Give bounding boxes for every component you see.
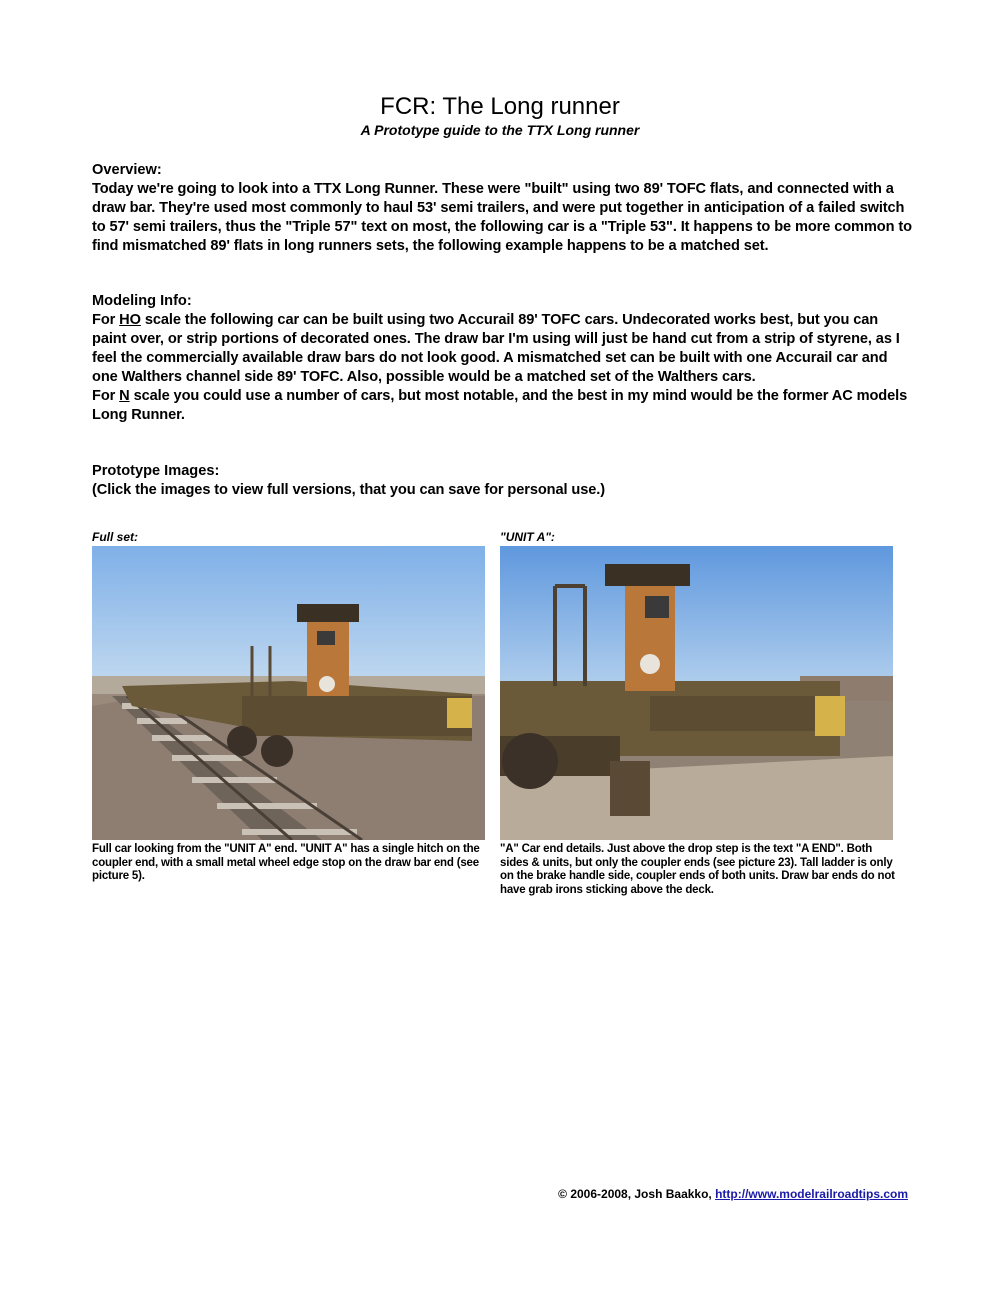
n-post: scale you could use a number of cars, but most notable, and the best in my mind would be the former AC models Long Runner. — [92, 388, 908, 423]
full-set-photo[interactable] — [92, 546, 485, 840]
modeling-n-paragraph — [92, 387, 912, 425]
ho-scale: HO — [119, 312, 141, 328]
modeling-section — [92, 292, 912, 425]
overview-text: Today we're going to look into a TTX Long Runner. These were "built" using two 89' TOFC flats, and connected with a draw bar. They're used most commonly to haul 53' semi trailers, and were put together in anticipation of a failed switch to 57' semi trailers, thus the "Triple 57" text on most, the following car is a "Triple 53". It happens to be more common to find mismatched 89' flats in long runners sets, the following example happens to be a matched set. — [92, 181, 912, 254]
site-link[interactable]: http://www.modelrailroadtips.com — [715, 1187, 908, 1201]
unit-a-photo[interactable] — [500, 546, 893, 840]
full-set-caption: Full car looking from the "UNIT A" end. "UNIT A" has a single hitch on the coupler end, with a small metal wheel edge stop on the draw bar end (see picture 5). — [92, 843, 480, 882]
copyright-text: © 2006-2008, Josh Baakko, — [558, 1187, 716, 1201]
ho-pre: For — [92, 312, 120, 328]
page-title: FCR: The Long runner — [380, 93, 620, 120]
prototype-text: (Click the images to view full versions, that you can save for personal use.) — [92, 482, 605, 498]
n-pre: For — [92, 388, 120, 404]
full-set-photo-art — [92, 546, 485, 840]
page-subtitle: A Prototype guide to the TTX Long runner — [360, 122, 640, 138]
full-set-label: Full set: — [92, 530, 139, 544]
modeling-heading: Modeling Info: — [92, 293, 192, 309]
prototype-section — [92, 462, 912, 500]
overview-heading: Overview: — [92, 162, 162, 178]
unit-a-photo-art — [500, 546, 893, 840]
unit-a-label: "UNIT A": — [500, 530, 555, 544]
modeling-ho-paragraph — [92, 311, 912, 387]
footer — [558, 1187, 908, 1201]
ho-post: scale the following car can be built using two Accurail 89' TOFC cars. Undecorated works best, but you can paint over, or strip portions of decorated ones. The draw bar I'm using will just be hand cut from a strip of styrene, as I feel the commercially available draw bars do not look good. A mismatched set can be built with one Accurail car and one Walthers channel side 89' TOFC. Also, possible would be a matched set of the Walthers cars. — [92, 312, 900, 385]
overview-section — [92, 161, 912, 256]
prototype-heading: Prototype Images: — [92, 463, 220, 479]
n-scale: N — [119, 388, 130, 404]
unit-a-caption: "A" Car end details. Just above the drop step is the text "A END". Both sides & units, but only the coupler ends (see picture 23). Tall ladder is only on the brake handle side, coupler ends of both units. Draw bar ends do not have grab irons sticking above the deck. — [500, 843, 895, 896]
